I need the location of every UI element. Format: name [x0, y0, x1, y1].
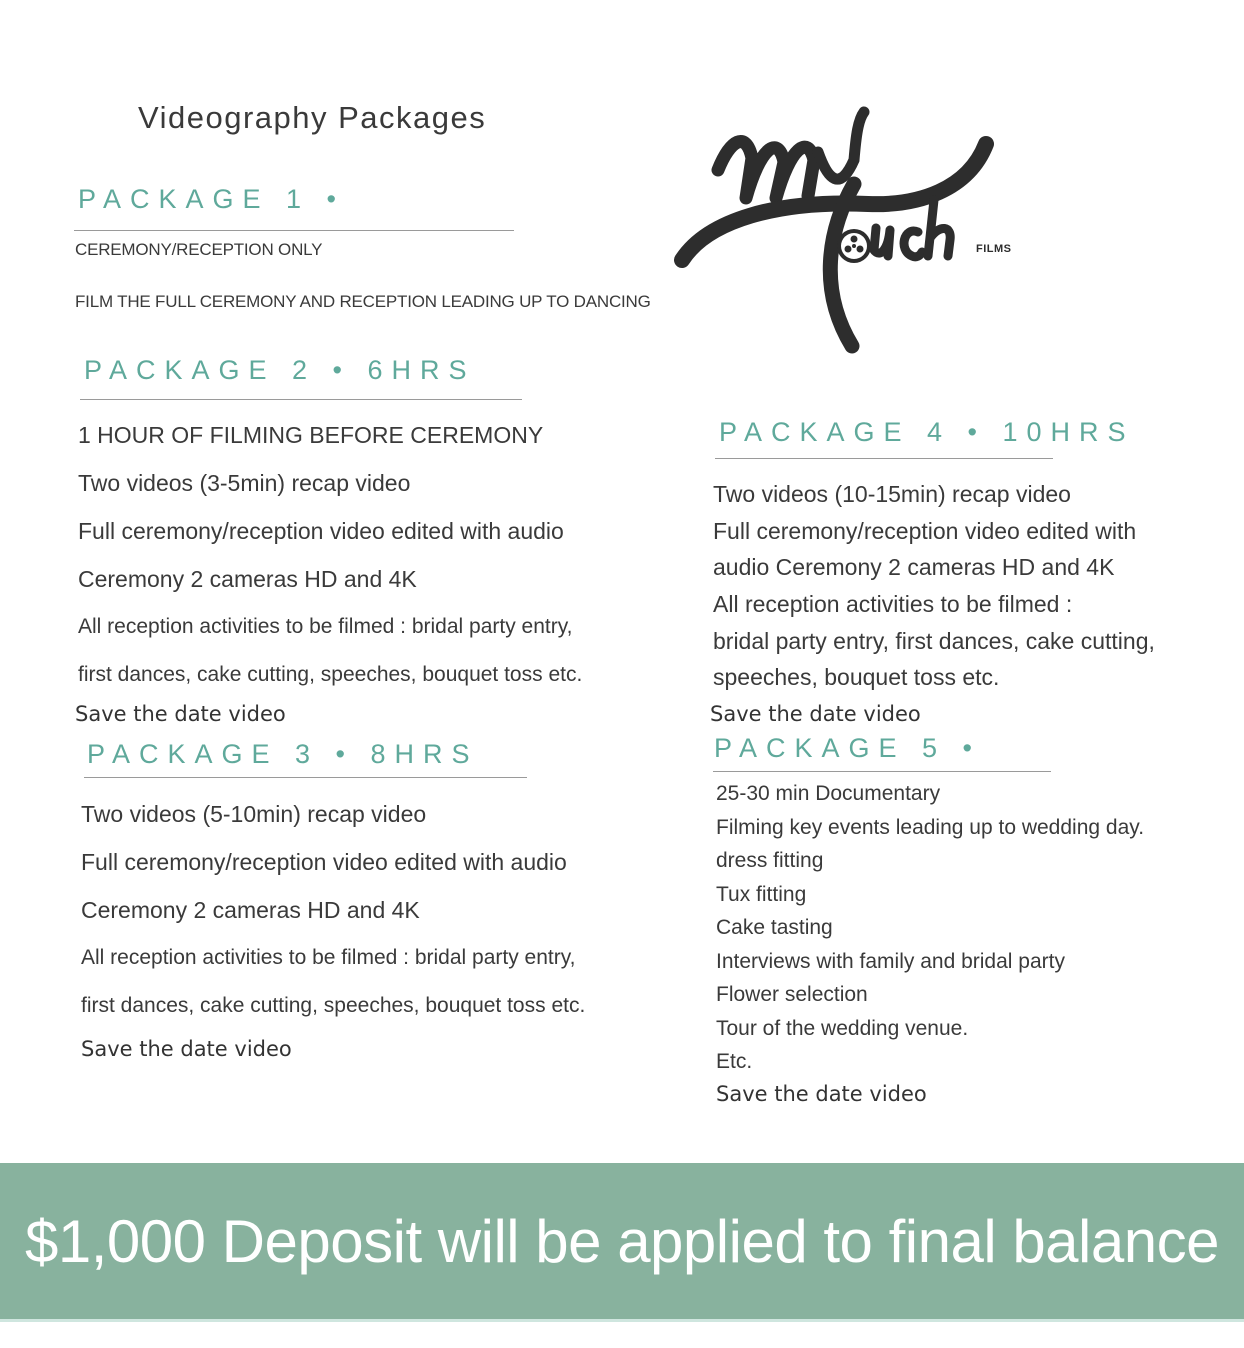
package-5-heading: PACKAGE 5 • — [714, 733, 982, 763]
package-4-item: All reception activities to be filmed : — [713, 591, 1073, 617]
package-3-heading: PACKAGE 3 • 8HRS — [87, 739, 479, 769]
package-4-divider — [715, 458, 1053, 459]
package-3-item: Full ceremony/reception video edited with audio — [81, 849, 567, 875]
package-2-item: first dances, cake cutting, speeches, bouquet toss etc. — [78, 663, 583, 686]
package-5-item: Tux fitting — [716, 883, 807, 906]
package-5-item: 25-30 min Documentary — [716, 782, 941, 805]
package-4-item: Full ceremony/reception video edited with — [713, 518, 1137, 544]
package-1-item: CEREMONY/RECEPTION ONLY — [75, 240, 323, 259]
package-4-item: audio Ceremony 2 cameras HD and 4K — [713, 554, 1115, 580]
my-touch-films-logo — [668, 100, 1028, 360]
package-1-divider — [74, 230, 514, 231]
package-5-item: Filming key events leading up to wedding day. — [716, 816, 1145, 839]
package-5-item: dress fitting — [716, 849, 824, 872]
package-2-item: Two videos (3-5min) recap video — [78, 470, 411, 496]
logo-films-label: FILMS — [976, 243, 1012, 255]
package-2-item: Full ceremony/reception video edited with audio — [78, 518, 564, 544]
package-5-item: Save the date video — [716, 1082, 927, 1106]
package-5-item: Interviews with family and bridal party — [716, 950, 1065, 973]
package-3-item: Two videos (5-10min) recap video — [81, 801, 427, 827]
package-5-item: Cake tasting — [716, 916, 833, 939]
package-4-heading: PACKAGE 4 • 10HRS — [719, 417, 1135, 447]
package-3-item: All reception activities to be filmed : bridal party entry, — [81, 946, 576, 969]
package-3-item: Ceremony 2 cameras HD and 4K — [81, 897, 420, 923]
package-4-item: speeches, bouquet toss etc. — [713, 664, 1000, 690]
package-2-divider — [80, 399, 522, 400]
deposit-banner-text: $1,000 Deposit will be applied to final balance — [25, 1208, 1219, 1275]
package-1-item: FILM THE FULL CEREMONY AND RECEPTION LEADING UP TO DANCING — [75, 292, 651, 311]
package-1-heading: PACKAGE 1 • — [78, 184, 346, 214]
package-2-item: Save the date video — [75, 702, 286, 726]
package-3-item: first dances, cake cutting, speeches, bouquet toss etc. — [81, 994, 586, 1017]
package-4-item: Two videos (10-15min) recap video — [713, 481, 1071, 507]
package-3-divider — [84, 777, 527, 778]
package-2-heading: PACKAGE 2 • 6HRS — [84, 355, 476, 385]
package-5-item: Etc. — [716, 1050, 753, 1073]
package-5-item: Flower selection — [716, 983, 868, 1006]
package-5-divider — [713, 771, 1051, 772]
package-5-item: Tour of the wedding venue. — [716, 1017, 969, 1040]
package-2-item: Ceremony 2 cameras HD and 4K — [78, 566, 417, 592]
package-4-item: bridal party entry, first dances, cake cutting, — [713, 628, 1155, 654]
package-4-item: Save the date video — [710, 702, 921, 726]
package-2-item: All reception activities to be filmed : bridal party entry, — [78, 615, 573, 638]
package-3-item: Save the date video — [81, 1037, 292, 1061]
package-2-item: 1 HOUR OF FILMING BEFORE CEREMONY — [78, 422, 544, 448]
deposit-banner — [0, 1163, 1244, 1322]
page-title: Videography Packages — [138, 100, 487, 135]
